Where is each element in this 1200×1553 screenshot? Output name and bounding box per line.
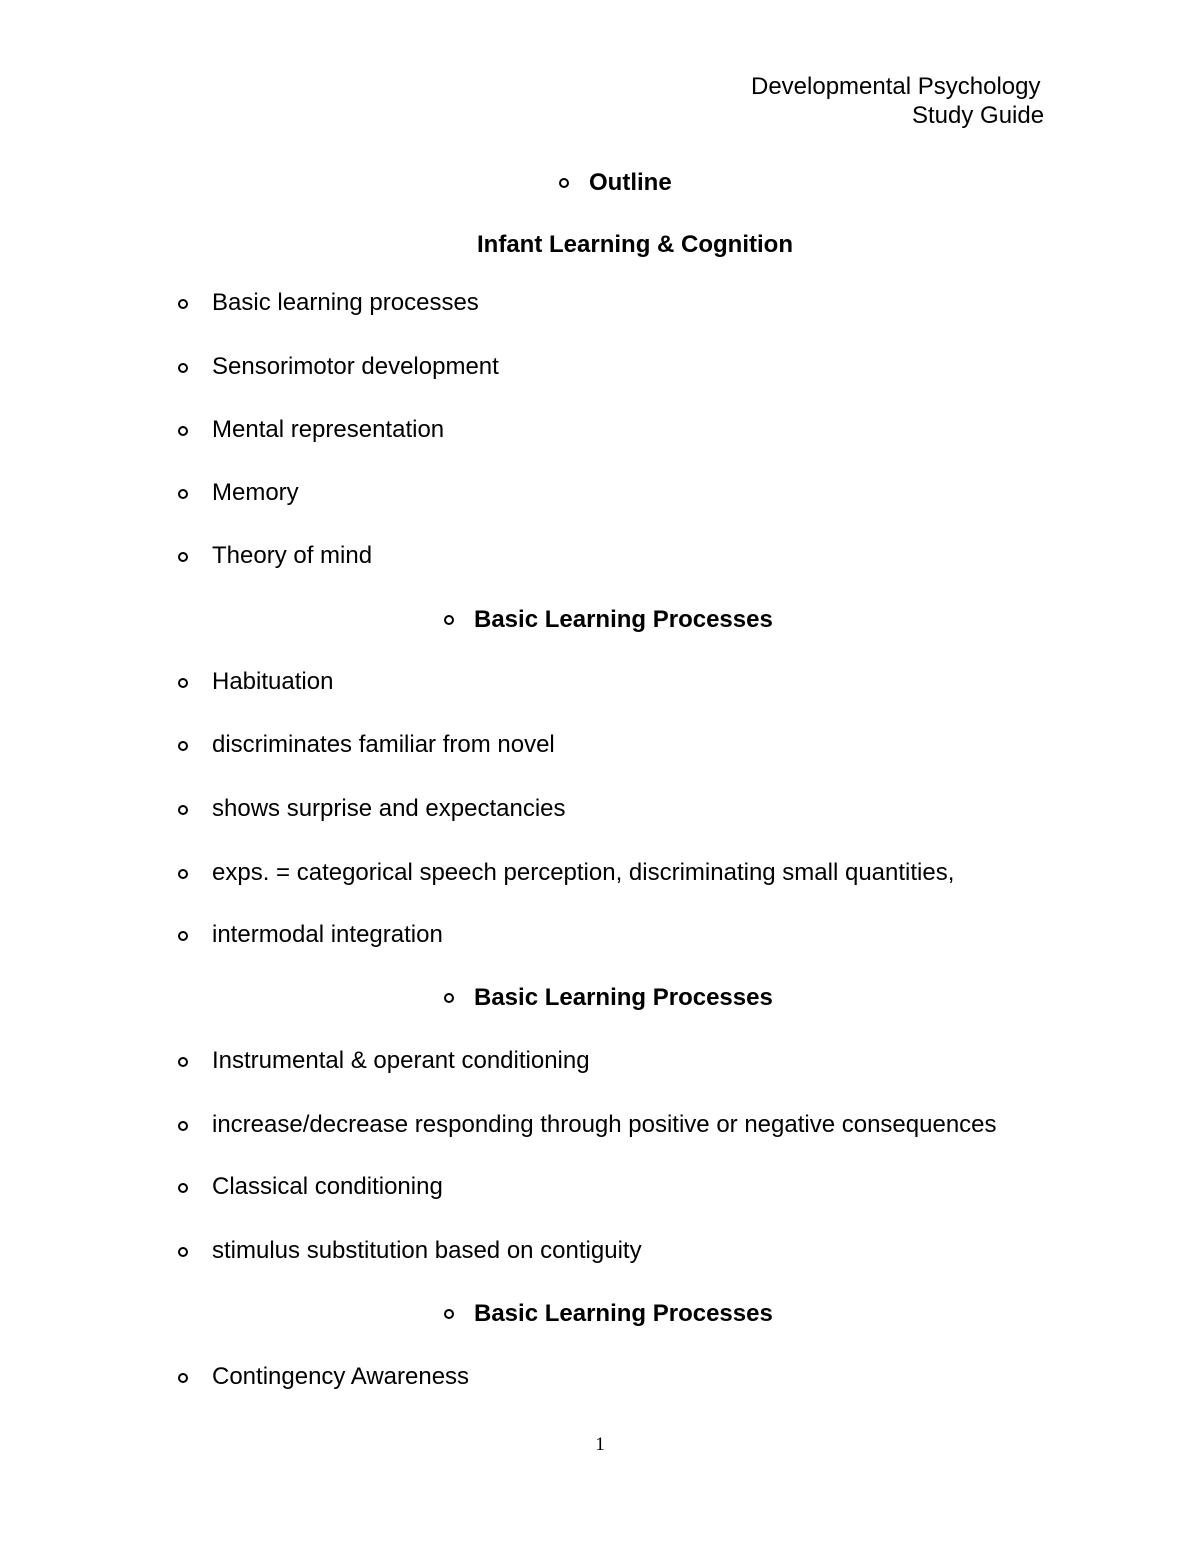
list-item-text: increase/decrease responding through positive or negative consequences [212, 1111, 997, 1138]
list-item-text: Instrumental & operant conditioning [212, 1047, 590, 1074]
bullet-icon [178, 1183, 188, 1193]
section-heading [444, 606, 773, 634]
list-item-text: Sensorimotor development [212, 353, 499, 380]
section-heading-text: Basic Learning Processes [474, 1300, 773, 1327]
section-heading-text: Basic Learning Processes [474, 984, 773, 1011]
header-subtitle: Study Guide [912, 102, 1045, 129]
bullet-icon [444, 1309, 454, 1319]
header-course-title: Developmental Psychology [751, 73, 1041, 100]
outline-heading-text: Outline [589, 169, 672, 196]
bullet-icon [178, 299, 188, 309]
bullet-icon [178, 1121, 188, 1131]
list-item-text: Memory [212, 479, 299, 506]
list-item-text: intermodal integration [212, 921, 443, 948]
bullet-icon [178, 1057, 188, 1067]
bullet-icon [178, 489, 188, 499]
list-item-text: Classical conditioning [212, 1173, 443, 1200]
section-heading [444, 984, 773, 1012]
bullet-icon [178, 931, 188, 941]
list-item-text: discriminates familiar from novel [212, 731, 555, 758]
bullet-icon [559, 178, 569, 188]
list-item-text: exps. = categorical speech perception, discriminating small quantities, [212, 859, 955, 886]
bullet-icon [178, 741, 188, 751]
outline-heading [559, 169, 672, 197]
bullet-icon [178, 1247, 188, 1257]
bullet-icon [178, 1373, 188, 1383]
bullet-icon [178, 426, 188, 436]
page-number: 1 [595, 1434, 605, 1455]
bullet-icon [178, 552, 188, 562]
section-heading-text: Basic Learning Processes [474, 606, 773, 633]
bullet-icon [178, 805, 188, 815]
list-item-text: Contingency Awareness [212, 1363, 470, 1390]
list-item-text: Basic learning processes [212, 289, 479, 316]
bullet-icon [178, 678, 188, 688]
bullet-icon [178, 363, 188, 373]
list-item-text: Theory of mind [212, 542, 373, 569]
bullet-icon [444, 993, 454, 1003]
bullet-icon [444, 615, 454, 625]
list-item-text: Mental representation [212, 416, 445, 443]
list-item-text: Habituation [212, 668, 334, 695]
section-heading [444, 1300, 773, 1328]
list-item-text: shows surprise and expectancies [212, 795, 566, 822]
list-item-text: stimulus substitution based on contiguity [212, 1237, 642, 1264]
section-title: Infant Learning & Cognition [477, 231, 793, 258]
bullet-icon [178, 869, 188, 879]
